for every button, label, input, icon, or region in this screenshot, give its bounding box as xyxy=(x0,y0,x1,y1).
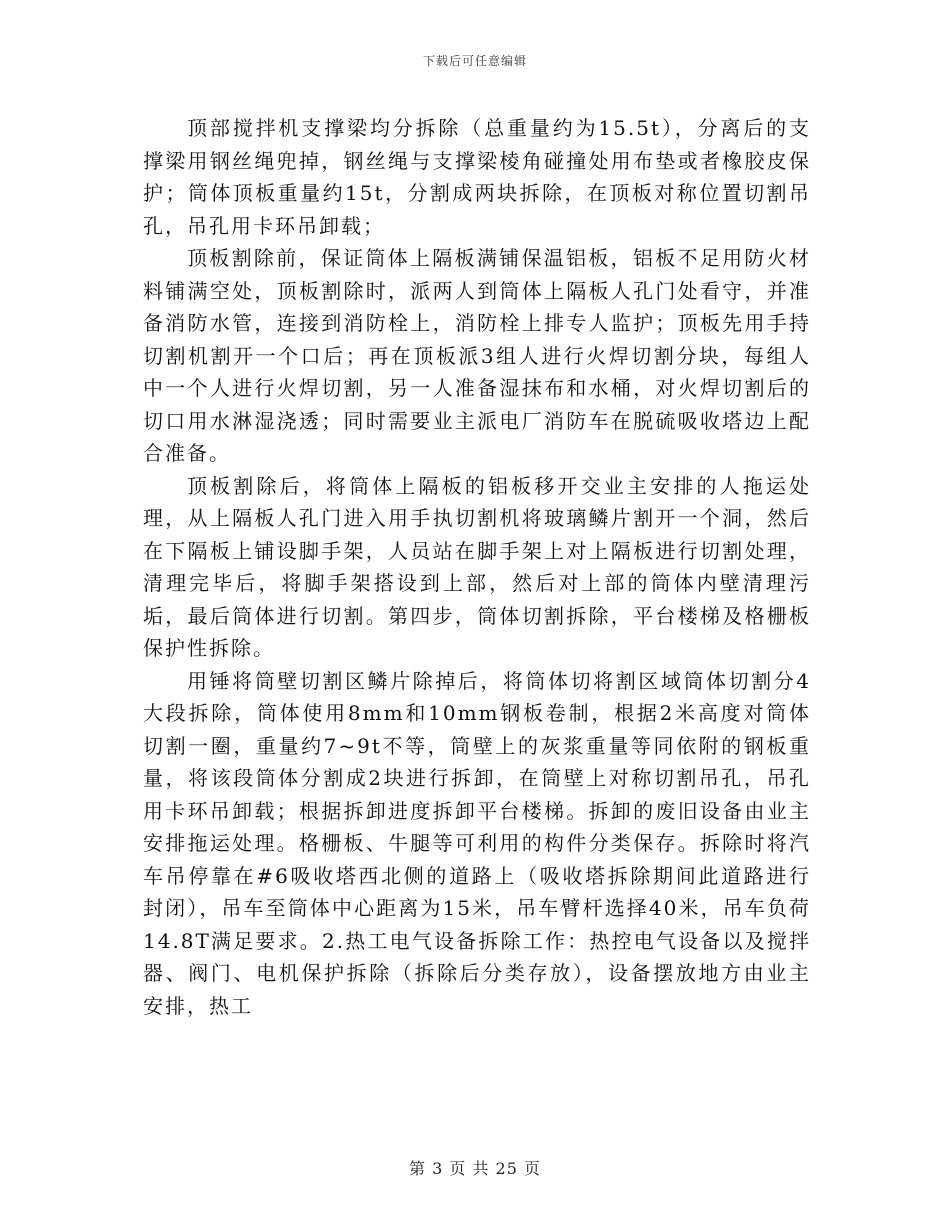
paragraph-1: 顶部搅拌机支撑梁均分拆除（总重量约为15.5t），分离后的支撑梁用钢丝绳兜掉，钢丝绳与支撑梁棱角碰撞处用布垫或者橡胶皮保护；筒体顶板重量约15t，分割成两块拆除，在顶板对称位置切割吊孔，吊孔用卡环吊卸载； xyxy=(143,116,811,238)
page-header: 下载后可任意编辑 xyxy=(422,54,527,68)
paragraph-2: 顶板割除前，保证筒体上隔板满铺保温铝板，铝板不足用防火材料铺满空处，顶板割除时，派两人到筒体上隔板人孔门处看守，并准备消防水管，连接到消防栓上，消防栓上排专人监护；顶板先用手持切割机割开一个口后；再在顶板派3组人进行火焊切割分块，每组人中一个人进行火焊切割，另一人准备湿抹布和水桶，对火焊切割后的切口用水淋湿浇透；同时需要业主派电厂消防车在脱硫吸收塔边上配合准备。 xyxy=(143,246,811,465)
document-body xyxy=(143,112,811,1022)
page-footer: 第 3 页 共 25 页 xyxy=(409,1159,541,1178)
paragraph-3: 顶板割除后，将筒体上隔板的铝板移开交业主安排的人拖运处理，从上隔板人孔门进入用手执切割机将玻璃鳞片割开一个洞，然后在下隔板上铺设脚手架，人员站在脚手架上对上隔板进行切割处理，清理完毕后，将脚手架搭设到上部，然后对上部的筒体内壁清理污垢，最后筒体进行切割。第四步，筒体切割拆除，平台楼梯及格栅板保护性拆除。 xyxy=(143,473,811,660)
paragraph-4: 用锤将筒壁切割区鳞片除掉后，将筒体切将割区域筒体切割分4大段拆除，筒体使用8mm和10mm钢板卷制，根据2米高度对筒体切割一圈，重量约7~9t不等，筒壁上的灰浆重量等同依附的钢板重量，将该段筒体分割成2块进行拆卸，在筒壁上对称切割吊孔，吊孔用卡环吊卸载；根据拆卸进度拆卸平台楼梯。拆卸的废旧设备由业主安排拖运处理。格栅板、牛腿等可利用的构件分类保存。拆除时将汽车吊停靠在#6吸收塔西北侧的道路上（吸收塔拆除期间此道路进行封闭），吊车至筒体中心距离为15米，吊车臂杆选择40米，吊车负荷14.8T满足要求。2.热工电气设备拆除工作：热控电气设备以及搅拌器、阀门、电机保护拆除（拆除后分类存放），设备摆放地方由业主安排，热工 xyxy=(143,668,811,1018)
